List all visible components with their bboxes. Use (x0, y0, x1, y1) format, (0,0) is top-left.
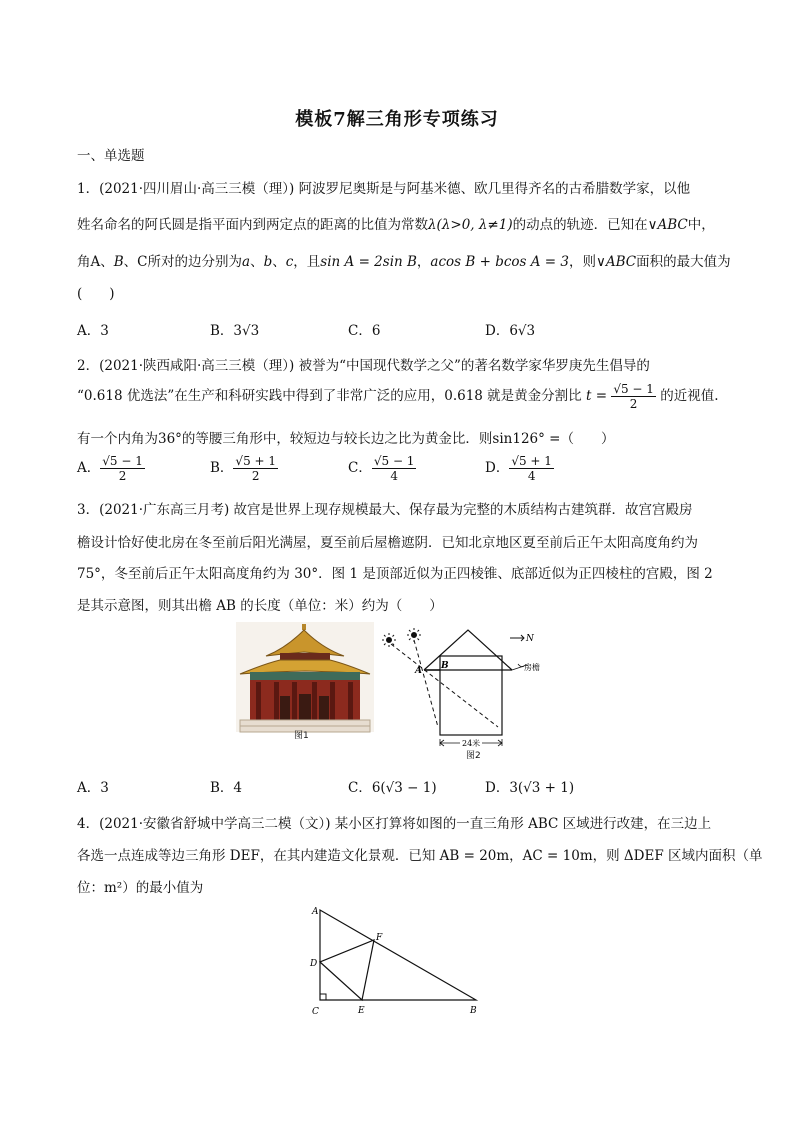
q3-line2: 檐设计恰好使北房在冬至前后阳光满屋，夏至前后屋檐遮阴．已知北京地区夏至前后正午太阳高度角约为 (77, 535, 698, 551)
golden-ratio-fraction: $\frac{√5 - 1}{2}$ (613, 382, 654, 411)
vertex-c-label: C (312, 1007, 319, 1017)
sun-icon (407, 628, 421, 642)
q4-line3: 位：m²）的最小值为 (77, 880, 204, 896)
q1-line4: ( ) (77, 286, 115, 302)
point-f-label: F (376, 933, 383, 943)
q2-line3: 有一个内角为36°的等腰三角形中，较短边与较长边之比为黄金比．则sin126° =（ ） (77, 431, 615, 447)
q3-option-b[interactable]: B．4 (210, 780, 243, 796)
q3-line4: 是其示意图，则其出檐 AB 的长度（单位：米）约为（ ） (77, 598, 443, 614)
q1-line2: 姓名命名的阿氏圆是指平面内到两定点的距离的比值为常数λ(λ>0, λ≠1)的动点的轨迹．已知在∨ABC中， (77, 217, 715, 233)
q2-option-b[interactable]: B． $\frac{√5 + 1}{2}$ (210, 454, 277, 483)
q4-line2: 各选一点连成等边三角形 DEF，在其内建造文化景观．已知 AB = 20m，AC = 10m，则 ΔDEF 区域内面积（单 (77, 848, 763, 864)
triangle-figure (300, 900, 500, 1020)
page-title: 模板7解三角形专项练习 (295, 109, 499, 130)
point-e-label: E (358, 1006, 365, 1016)
palace-photo-figure (236, 622, 374, 742)
q3-line3: 75°，冬至前后正午太阳高度角约为 30°．图 1 是顶部近似为正四棱锥、底部近似为正四棱柱的宫殿，图 2 (77, 566, 713, 582)
eave-schematic-diagram (378, 622, 546, 758)
vertex-a-label: A (312, 907, 319, 917)
q2-line2: “0.618 优选法”在生产和科研实践中得到了非常广泛的应用，0.618 就是黄金分割比 t = $\frac{√5 - 1}{2}$ 的近视值. (77, 382, 719, 411)
point-d-label: D (310, 959, 318, 969)
figure2-caption: 图2 (466, 751, 481, 761)
figure1-caption: 图1 (294, 731, 309, 741)
q1-option-c[interactable]: C．6 (348, 323, 381, 339)
triangle-diagram (300, 900, 500, 1020)
point-b-label: B (441, 661, 449, 671)
palace-schematic-figure (378, 622, 546, 761)
eave-label: 房檐 (524, 663, 540, 672)
q2-line1: 2．(2021·陕西咸阳·高三三模（理）) 被誉为“中国现代数学之父”的著名数学家华罗庚先生倡导的 (77, 358, 650, 374)
q3-line1: 3．(2021·广东高三月考) 故宫是世界上现存规模最大、保存最为完整的木质结构古建筑群．故宫宫殿房 (77, 502, 693, 518)
q1-option-b[interactable]: B．3√3 (210, 323, 260, 339)
q2-option-c[interactable]: C． $\frac{√5 - 1}{4}$ (348, 454, 415, 483)
sun-icon (382, 633, 396, 647)
section-heading: 一、单选题 (77, 148, 145, 164)
q1-option-d[interactable]: D．6√3 (485, 323, 536, 339)
north-label: N (526, 634, 534, 644)
q3-option-d[interactable]: D．3(√3 + 1) (485, 780, 575, 796)
q2-option-d[interactable]: D． $\frac{√5 + 1}{4}$ (485, 454, 552, 483)
width-label: 24米 (462, 739, 481, 748)
palace-illustration (236, 622, 374, 742)
q1-line1: 1．(2021·四川眉山·高三三模（理）) 阿波罗尼奥斯是与阿基米德、欧几里得齐名的古希腊数学家，以他 (77, 181, 691, 197)
q1-option-a[interactable]: A．3 (77, 323, 109, 339)
q3-option-a[interactable]: A．3 (77, 780, 109, 796)
point-a-label: A (415, 666, 422, 676)
q2-option-a[interactable]: A． $\frac{√5 - 1}{2}$ (77, 454, 143, 483)
q4-line1: 4．(2021·安徽省舒城中学高三二模（文）) 某小区打算将如图的一直三角形 ABC 区域进行改建，在三边上 (77, 816, 712, 832)
q3-option-c[interactable]: C．6(√3 − 1) (348, 780, 437, 796)
q1-line3: 角A、B、C所对的边分别为a、b、c，且sin A = 2sin B，acos B + bcos A = 3，则∨ABC面积的最大值为 (77, 254, 731, 270)
vertex-b-label: B (470, 1006, 477, 1016)
